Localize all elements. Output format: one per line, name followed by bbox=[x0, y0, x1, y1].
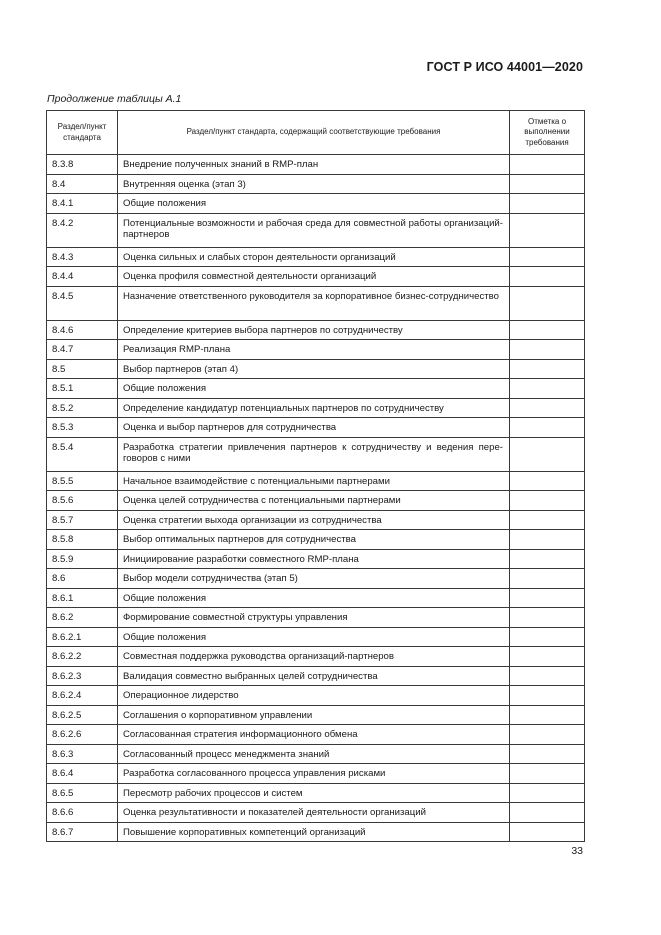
section-number-cell: 8.4.7 bbox=[47, 340, 118, 360]
table-row bbox=[47, 174, 585, 194]
completion-mark-cell[interactable] bbox=[510, 549, 585, 569]
completion-mark-cell[interactable] bbox=[510, 783, 585, 803]
table-row bbox=[47, 608, 585, 628]
section-number-cell: 8.4.5 bbox=[47, 286, 118, 320]
completion-mark-cell[interactable] bbox=[510, 647, 585, 667]
requirement-text-cell: Совместная поддержка руководства организаций-партнеров bbox=[118, 647, 510, 667]
requirement-text-cell: Формирование совместной структуры управления bbox=[118, 608, 510, 628]
section-number-cell: 8.5.6 bbox=[47, 491, 118, 511]
requirement-text-cell: Операционное лидерство bbox=[118, 686, 510, 706]
section-number-cell: 8.5.4 bbox=[47, 437, 118, 471]
completion-mark-cell[interactable] bbox=[510, 588, 585, 608]
completion-mark-cell[interactable] bbox=[510, 379, 585, 399]
requirement-text-cell: Выбор оптимальных партнеров для сотрудничества bbox=[118, 530, 510, 550]
header-row bbox=[47, 111, 585, 155]
table-row bbox=[47, 398, 585, 418]
completion-mark-cell[interactable] bbox=[510, 437, 585, 471]
requirement-text-cell: Разработка согласованного процесса управления рисками bbox=[118, 764, 510, 784]
section-number-cell: 8.6.2.4 bbox=[47, 686, 118, 706]
section-number-cell: 8.5.5 bbox=[47, 471, 118, 491]
section-number-cell: 8.4 bbox=[47, 174, 118, 194]
completion-mark-cell[interactable] bbox=[510, 686, 585, 706]
requirement-text-cell: Оценка целей сотрудничества с потенциальными партнерами bbox=[118, 491, 510, 511]
section-number-cell: 8.6 bbox=[47, 569, 118, 589]
section-number-cell: 8.6.5 bbox=[47, 783, 118, 803]
section-number-cell: 8.6.1 bbox=[47, 588, 118, 608]
completion-mark-cell[interactable] bbox=[510, 247, 585, 267]
section-number-cell: 8.3.8 bbox=[47, 155, 118, 175]
table-row bbox=[47, 510, 585, 530]
requirements-table bbox=[46, 110, 585, 842]
completion-mark-cell[interactable] bbox=[510, 340, 585, 360]
requirement-text-cell: Выбор партнеров (этап 4) bbox=[118, 359, 510, 379]
completion-mark-cell[interactable] bbox=[510, 398, 585, 418]
table-row bbox=[47, 471, 585, 491]
completion-mark-cell[interactable] bbox=[510, 491, 585, 511]
completion-mark-cell[interactable] bbox=[510, 705, 585, 725]
table-row bbox=[47, 418, 585, 438]
table-row bbox=[47, 588, 585, 608]
requirement-text-cell: Пересмотр рабочих процессов и систем bbox=[118, 783, 510, 803]
table-row bbox=[47, 725, 585, 745]
completion-mark-cell[interactable] bbox=[510, 510, 585, 530]
requirement-text-cell: Внедрение полученных знаний в RMP-план bbox=[118, 155, 510, 175]
section-number-cell: 8.4.2 bbox=[47, 213, 118, 247]
section-number-cell: 8.4.1 bbox=[47, 194, 118, 214]
section-number-cell: 8.5.9 bbox=[47, 549, 118, 569]
section-number-cell: 8.6.2.5 bbox=[47, 705, 118, 725]
requirement-text-cell: Согласованная стратегия информационного обмена bbox=[118, 725, 510, 745]
table-row bbox=[47, 549, 585, 569]
table-row bbox=[47, 437, 585, 471]
completion-mark-cell[interactable] bbox=[510, 627, 585, 647]
completion-mark-cell[interactable] bbox=[510, 822, 585, 842]
section-number-cell: 8.6.4 bbox=[47, 764, 118, 784]
completion-mark-cell[interactable] bbox=[510, 286, 585, 320]
completion-mark-cell[interactable] bbox=[510, 359, 585, 379]
requirement-text-cell: Общие положения bbox=[118, 588, 510, 608]
column-header-section: Раздел/пункт стандарта bbox=[47, 111, 118, 155]
completion-mark-cell[interactable] bbox=[510, 194, 585, 214]
section-number-cell: 8.5.2 bbox=[47, 398, 118, 418]
requirement-text-cell: Определение кандидатур потенциальных партнеров по сотрудничеству bbox=[118, 398, 510, 418]
section-number-cell: 8.5.8 bbox=[47, 530, 118, 550]
table-header bbox=[47, 111, 585, 155]
completion-mark-cell[interactable] bbox=[510, 471, 585, 491]
column-header-requirements: Раздел/пункт стандарта, содержащий соответствующие требования bbox=[118, 111, 510, 155]
completion-mark-cell[interactable] bbox=[510, 155, 585, 175]
table-row bbox=[47, 783, 585, 803]
requirement-text-cell: Оценка результативности и показателей деятельности организаций bbox=[118, 803, 510, 823]
table-row bbox=[47, 379, 585, 399]
section-number-cell: 8.5.1 bbox=[47, 379, 118, 399]
requirement-text-cell: Реализация RMP-плана bbox=[118, 340, 510, 360]
table-row bbox=[47, 286, 585, 320]
section-number-cell: 8.6.2.6 bbox=[47, 725, 118, 745]
table-row bbox=[47, 530, 585, 550]
completion-mark-cell[interactable] bbox=[510, 608, 585, 628]
section-number-cell: 8.4.3 bbox=[47, 247, 118, 267]
section-number-cell: 8.6.3 bbox=[47, 744, 118, 764]
section-number-cell: 8.4.4 bbox=[47, 267, 118, 287]
section-number-cell: 8.6.7 bbox=[47, 822, 118, 842]
table-row bbox=[47, 686, 585, 706]
column-header-mark: Отметка о выполнении требования bbox=[510, 111, 585, 155]
requirement-text-cell: Разработка стратегии привлечения партнеров к сотрудничеству и ведения переговоров с ними bbox=[118, 437, 510, 471]
page-number: 33 bbox=[571, 845, 583, 857]
table-row bbox=[47, 340, 585, 360]
requirement-text-cell: Оценка профиля совместной деятельности организаций bbox=[118, 267, 510, 287]
requirement-text-cell: Потенциальные возможности и рабочая среда для совместной работы организаций-партнеров bbox=[118, 213, 510, 247]
completion-mark-cell[interactable] bbox=[510, 569, 585, 589]
requirement-text-cell: Определение критериев выбора партнеров по сотрудничеству bbox=[118, 320, 510, 340]
requirement-text-cell: Валидация совместно выбранных целей сотрудничества bbox=[118, 666, 510, 686]
section-number-cell: 8.6.2.3 bbox=[47, 666, 118, 686]
section-number-cell: 8.5.3 bbox=[47, 418, 118, 438]
table-body bbox=[47, 155, 585, 842]
completion-mark-cell[interactable] bbox=[510, 213, 585, 247]
completion-mark-cell[interactable] bbox=[510, 744, 585, 764]
completion-mark-cell[interactable] bbox=[510, 174, 585, 194]
table-row bbox=[47, 764, 585, 784]
table-row bbox=[47, 491, 585, 511]
table-row bbox=[47, 320, 585, 340]
table-row bbox=[47, 213, 585, 247]
completion-mark-cell[interactable] bbox=[510, 418, 585, 438]
requirement-text-cell: Инициирование разработки совместного RMP-плана bbox=[118, 549, 510, 569]
requirement-text-cell: Согласованный процесс менеджмента знаний bbox=[118, 744, 510, 764]
table-row bbox=[47, 569, 585, 589]
table-row bbox=[47, 744, 585, 764]
table-row bbox=[47, 822, 585, 842]
requirement-text-cell: Внутренняя оценка (этап 3) bbox=[118, 174, 510, 194]
section-number-cell: 8.5.7 bbox=[47, 510, 118, 530]
table-row bbox=[47, 247, 585, 267]
requirement-text-cell: Выбор модели сотрудничества (этап 5) bbox=[118, 569, 510, 589]
section-number-cell: 8.6.6 bbox=[47, 803, 118, 823]
table-row bbox=[47, 705, 585, 725]
completion-mark-cell[interactable] bbox=[510, 725, 585, 745]
completion-mark-cell[interactable] bbox=[510, 530, 585, 550]
completion-mark-cell[interactable] bbox=[510, 666, 585, 686]
table-row bbox=[47, 155, 585, 175]
table-row bbox=[47, 267, 585, 287]
completion-mark-cell[interactable] bbox=[510, 803, 585, 823]
requirement-text-cell: Общие положения bbox=[118, 194, 510, 214]
table-row bbox=[47, 666, 585, 686]
section-number-cell: 8.4.6 bbox=[47, 320, 118, 340]
requirement-text-cell: Соглашения о корпоративном управлении bbox=[118, 705, 510, 725]
table-row bbox=[47, 803, 585, 823]
requirement-text-cell: Общие положения bbox=[118, 379, 510, 399]
completion-mark-cell[interactable] bbox=[510, 267, 585, 287]
completion-mark-cell[interactable] bbox=[510, 764, 585, 784]
table-caption: Продолжение таблицы А.1 bbox=[47, 93, 182, 105]
table-row bbox=[47, 647, 585, 667]
requirement-text-cell: Общие положения bbox=[118, 627, 510, 647]
table-row bbox=[47, 359, 585, 379]
requirement-text-cell: Начальное взаимодействие с потенциальными партнерами bbox=[118, 471, 510, 491]
requirement-text-cell: Оценка сильных и слабых сторон деятельности организаций bbox=[118, 247, 510, 267]
section-number-cell: 8.6.2.2 bbox=[47, 647, 118, 667]
requirement-text-cell: Оценка и выбор партнеров для сотрудничества bbox=[118, 418, 510, 438]
section-number-cell: 8.6.2 bbox=[47, 608, 118, 628]
table-row bbox=[47, 627, 585, 647]
requirement-text-cell: Оценка стратегии выхода организации из сотрудничества bbox=[118, 510, 510, 530]
table-row bbox=[47, 194, 585, 214]
requirement-text-cell: Назначение ответственного руководителя за корпоративное бизнес-сотрудничество bbox=[118, 286, 510, 320]
completion-mark-cell[interactable] bbox=[510, 320, 585, 340]
document-header-code: ГОСТ Р ИСО 44001—2020 bbox=[426, 60, 583, 74]
section-number-cell: 8.5 bbox=[47, 359, 118, 379]
requirement-text-cell: Повышение корпоративных компетенций организаций bbox=[118, 822, 510, 842]
section-number-cell: 8.6.2.1 bbox=[47, 627, 118, 647]
